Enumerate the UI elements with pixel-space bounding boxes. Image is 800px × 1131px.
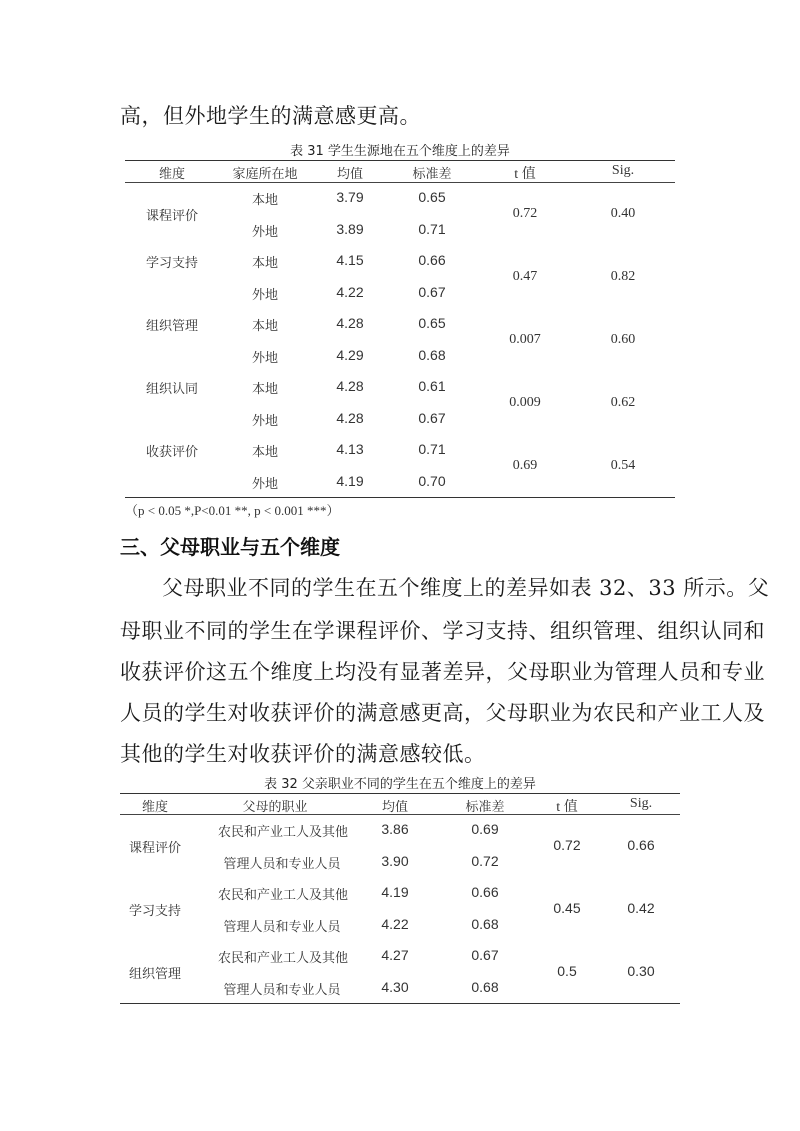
table-32-sd: 0.67 — [471, 947, 499, 963]
table-31-sig: 0.62 — [610, 395, 636, 410]
table-32-sd: 0.72 — [471, 852, 499, 869]
table-31-place: 外地 — [251, 287, 279, 303]
table-32-header-dimension: 维度 — [141, 800, 169, 815]
table-31-sd: 0.68 — [418, 346, 446, 363]
table-31-sd: 0.66 — [418, 252, 446, 268]
table-32-mean: 4.30 — [381, 978, 409, 995]
table-31-header-t: t 值 — [514, 167, 536, 182]
table-31-dimension: 组织管理 — [145, 319, 199, 334]
table-31-sd: 0.65 — [418, 315, 446, 331]
table-32-t-value: 0.5 — [557, 963, 577, 979]
table-32-job: 农民和产业工人及其他 — [217, 888, 349, 903]
table-31-place: 外地 — [251, 476, 279, 492]
table-31-note: （p < 0.05 *,P<0.01 **, p < 0.001 ***） — [125, 503, 340, 518]
table-32-sd: 0.68 — [471, 978, 499, 995]
table-32-header-job: 父母的职业 — [242, 800, 308, 815]
table-32-header-sd: 标准差 — [465, 800, 505, 815]
table-32-mean: 4.19 — [381, 884, 409, 900]
table-32-dimension: 组织管理 — [128, 967, 182, 982]
table-31-mean: 4.28 — [336, 315, 364, 331]
table-32-job: 管理人员和专业人员 — [223, 856, 341, 872]
table-31-place: 本地 — [251, 256, 279, 271]
table-31-dimension: 学习支持 — [145, 256, 199, 271]
table-31-mean: 4.28 — [336, 378, 364, 394]
intro-line: 高，但外地学生的满意感更高。 — [120, 104, 421, 128]
table-32-header-rule — [120, 814, 680, 815]
table-31-header-dimension: 维度 — [158, 167, 186, 182]
table-32-sd: 0.69 — [471, 821, 499, 837]
table-31-place: 本地 — [251, 193, 279, 208]
table-31-place: 本地 — [251, 319, 279, 334]
body-line-5: 其他的学生对收获评价的满意感较低。 — [120, 742, 486, 766]
table-31-place: 外地 — [251, 224, 279, 240]
table-31-dimension: 组织认同 — [145, 382, 199, 397]
table-31-mean: 3.79 — [336, 189, 364, 205]
table-32-header-t: t 值 — [556, 800, 578, 815]
table-31-sig: 0.54 — [610, 458, 636, 473]
table-31-mean: 4.29 — [336, 346, 364, 363]
table-32-job: 管理人员和专业人员 — [223, 919, 341, 935]
table-31-header-rule — [125, 182, 675, 183]
table-32-sig: 0.42 — [627, 900, 655, 916]
table-31-sd: 0.67 — [418, 409, 446, 426]
table-31-mean: 4.19 — [336, 472, 364, 489]
table-31-place: 外地 — [251, 350, 279, 366]
table-31-sd: 0.70 — [418, 472, 446, 489]
table-31-dimension: 课程评价 — [145, 209, 199, 224]
table-32-sig: 0.66 — [627, 837, 655, 853]
table-31-sd: 0.65 — [418, 189, 446, 205]
table-31-header-sd: 标准差 — [412, 167, 452, 182]
table-31-sig: 0.60 — [610, 332, 636, 347]
table-31-dimension: 收获评价 — [145, 445, 199, 460]
table-31-sig: 0.40 — [610, 206, 636, 221]
table-31-place: 外地 — [251, 413, 279, 429]
table-31-bottom-rule — [125, 497, 675, 498]
table-31-t-value: 0.009 — [509, 395, 541, 410]
table-31-sd: 0.71 — [418, 441, 446, 457]
table-31-sd: 0.67 — [418, 283, 446, 300]
table-31-mean: 4.22 — [336, 283, 364, 300]
table-32-dimension: 学习支持 — [128, 904, 182, 919]
table-32-caption: 表 32 父亲职业不同的学生在五个维度上的差异 — [264, 777, 536, 792]
table-31-mean: 4.13 — [336, 441, 364, 457]
table-32-job: 农民和产业工人及其他 — [217, 951, 349, 966]
table-32-sd: 0.68 — [471, 915, 499, 932]
table-31-header-sig: Sig. — [611, 163, 635, 178]
table-32-header-mean: 均值 — [381, 800, 409, 815]
body-line-1: 父母职业不同的学生在五个维度上的差异如表 32、33 所示。父 — [162, 576, 770, 600]
table-31-header-mean: 均值 — [336, 167, 364, 182]
table-32-sd: 0.66 — [471, 884, 499, 900]
table-32-mean: 4.27 — [381, 947, 409, 963]
table-31-t-value: 0.69 — [512, 458, 538, 473]
table-32-mean: 4.22 — [381, 915, 409, 932]
table-31-top-rule — [125, 160, 675, 161]
table-32-mean: 3.86 — [381, 821, 409, 837]
section-heading: 三、父母职业与五个维度 — [120, 535, 340, 559]
table-32-t-value: 0.72 — [553, 837, 581, 853]
body-line-3: 收获评价这五个维度上均没有显著差异，父母职业为管理人员和专业 — [120, 660, 765, 684]
table-31-place: 本地 — [251, 445, 279, 460]
table-32-mean: 3.90 — [381, 852, 409, 869]
table-31-mean: 3.89 — [336, 220, 364, 237]
table-32-t-value: 0.45 — [553, 900, 581, 916]
table-31-caption: 表 31 学生生源地在五个维度上的差异 — [290, 144, 510, 159]
table-31-t-value: 0.007 — [509, 332, 541, 347]
table-32-bottom-rule — [120, 1003, 680, 1004]
table-31-sig: 0.82 — [610, 269, 636, 284]
table-31-mean: 4.28 — [336, 409, 364, 426]
table-31-t-value: 0.47 — [512, 269, 538, 284]
table-32-job: 管理人员和专业人员 — [223, 982, 341, 998]
table-31-place: 本地 — [251, 382, 279, 397]
table-31-sd: 0.61 — [418, 378, 446, 394]
table-32-header-sig: Sig. — [629, 796, 653, 811]
table-32-top-rule — [120, 793, 680, 794]
table-31-header-place: 家庭所在地 — [232, 167, 298, 182]
table-31-mean: 4.15 — [336, 252, 364, 268]
body-line-2: 母职业不同的学生在学课程评价、学习支持、组织管理、组织认同和 — [120, 619, 765, 643]
table-32-job: 农民和产业工人及其他 — [217, 825, 349, 840]
table-32-dimension: 课程评价 — [128, 841, 182, 856]
body-line-4: 人员的学生对收获评价的满意感更高，父母职业为农民和产业工人及 — [120, 701, 765, 725]
table-32-sig: 0.30 — [627, 963, 655, 979]
table-31-sd: 0.71 — [418, 220, 446, 237]
table-31-t-value: 0.72 — [512, 206, 538, 221]
